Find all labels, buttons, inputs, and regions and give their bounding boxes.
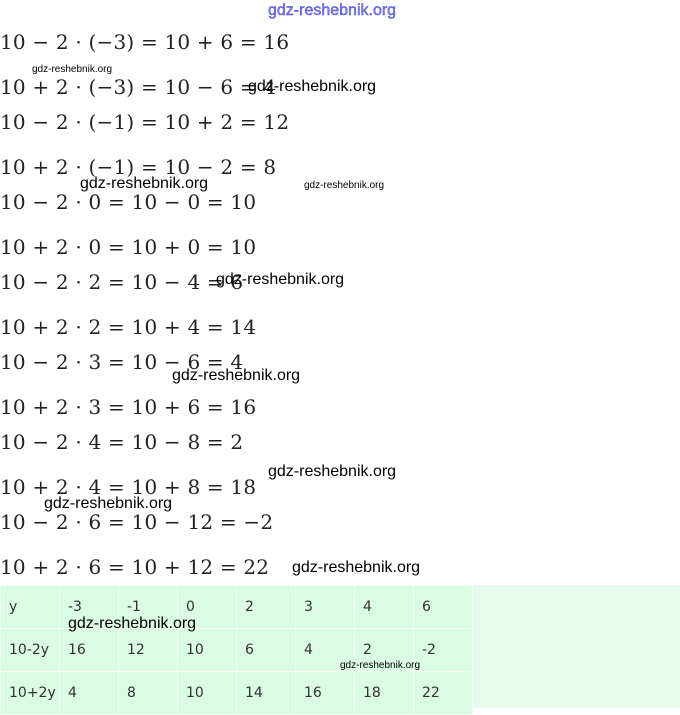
equation-line: 10 − 2 · 6 = 10 − 12 = −2: [0, 510, 274, 534]
watermark-text: gdz-reshebnik.org: [32, 64, 113, 75]
table-cell: 2: [237, 586, 296, 629]
table-cell: 16: [60, 629, 119, 672]
table-cell: 4: [355, 586, 414, 629]
watermark-text: gdz-reshebnik.org: [268, 2, 397, 19]
table-cell: -1: [119, 586, 178, 629]
table-cell: 6: [237, 629, 296, 672]
table-cell: 14: [237, 672, 296, 715]
table-cell: 16: [296, 672, 355, 715]
row-header: 10+2y: [1, 672, 60, 715]
watermark-text: gdz-reshebnik.org: [248, 78, 377, 95]
equation-line: 10 − 2 · (−1) = 10 + 2 = 12: [0, 110, 290, 134]
table-cell: 3: [296, 586, 355, 629]
table-cell: 8: [119, 672, 178, 715]
table-row: [1, 672, 473, 715]
watermark-text: gdz-reshebnik.org: [292, 559, 421, 576]
watermark-text: gdz-reshebnik.org: [44, 495, 173, 512]
equation-line: 10 + 2 · (−3) = 10 − 6 = 4: [0, 75, 277, 99]
row-header: y: [1, 586, 60, 629]
values-table: [0, 585, 473, 715]
table-cell: 22: [414, 672, 473, 715]
table-cell: 10: [178, 629, 237, 672]
equation-line: 10 + 2 · 4 = 10 + 8 = 18: [0, 475, 257, 499]
watermark-text: gdz-reshebnik.org: [268, 463, 397, 480]
equation-line: 10 − 2 · 4 = 10 − 8 = 2: [0, 430, 244, 454]
table-cell: 4: [296, 629, 355, 672]
table-cell: 12: [119, 629, 178, 672]
table-cell: -2: [414, 629, 473, 672]
table-cell: 2: [355, 629, 414, 672]
equation-line: 10 + 2 · 6 = 10 + 12 = 22: [0, 555, 270, 579]
equation-line: 10 + 2 · (−1) = 10 − 2 = 8: [0, 155, 277, 179]
watermark-text: gdz-reshebnik.org: [80, 175, 209, 192]
watermark-text: gdz-reshebnik.org: [68, 615, 197, 632]
equation-line: 10 + 2 · 2 = 10 + 4 = 14: [0, 315, 257, 339]
equation-line: 10 − 2 · 2 = 10 − 4 = 6: [0, 270, 244, 294]
table-cell: 4: [60, 672, 119, 715]
equation-line: 10 + 2 · 0 = 10 + 0 = 10: [0, 235, 257, 259]
equation-line: 10 − 2 · 3 = 10 − 6 = 4: [0, 350, 244, 374]
table-cell: 10: [178, 672, 237, 715]
table-cell: 6: [414, 586, 473, 629]
table-cell: 18: [355, 672, 414, 715]
table-cell: -3: [60, 586, 119, 629]
equation-line: 10 − 2 · (−3) = 10 + 6 = 16: [0, 30, 290, 54]
watermark-text: gdz-reshebnik.org: [172, 367, 301, 384]
row-header: 10-2y: [1, 629, 60, 672]
equation-line: 10 − 2 · 0 = 10 − 0 = 10: [0, 190, 257, 214]
watermark-text: gdz-reshebnik.org: [216, 271, 345, 288]
watermark-text: gdz-reshebnik.org: [340, 660, 421, 671]
watermark-text: gdz-reshebnik.org: [304, 180, 385, 191]
equation-line: 10 + 2 · 3 = 10 + 6 = 16: [0, 395, 257, 419]
table-cell: 0: [178, 586, 237, 629]
